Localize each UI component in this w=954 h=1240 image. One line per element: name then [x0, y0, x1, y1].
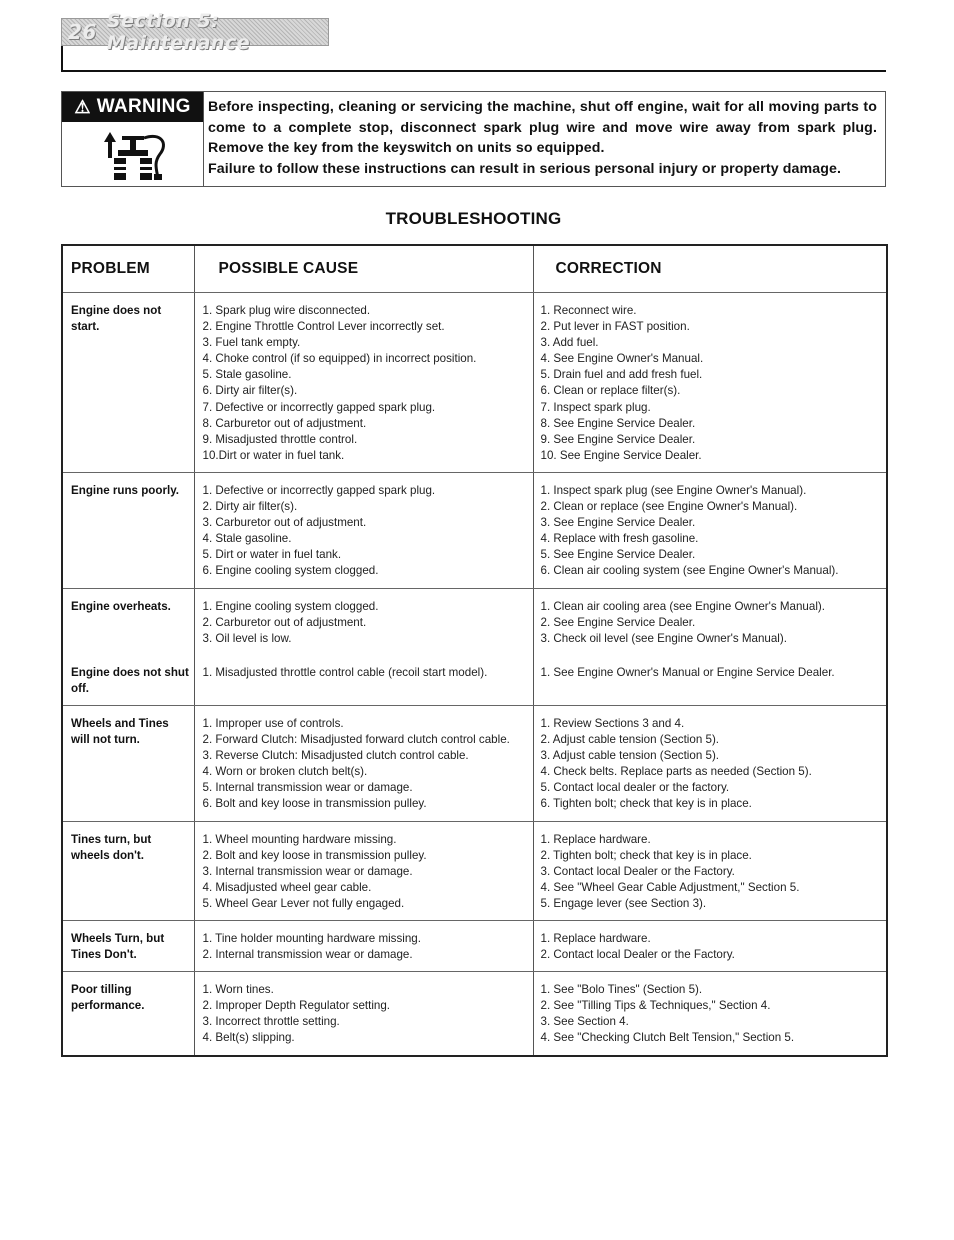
problem-cell: Engine does not start. [62, 293, 194, 473]
correction-item: 8. See Engine Service Dealer. [540, 416, 696, 430]
warning-box [61, 91, 886, 187]
correction-item: 1. Review Sections 3 and 4. [540, 716, 685, 730]
cause-item: 3. Reverse Clutch: Misadjusted clutch control cable. [202, 749, 469, 763]
correction-cell [533, 821, 887, 920]
correction-cell [533, 588, 887, 647]
page-title: TROUBLESHOOTING [385, 209, 562, 228]
cause-item: 5. Stale gasoline. [202, 368, 292, 382]
correction-item: 4. Check belts. Replace parts as needed (Section 5). [540, 765, 812, 779]
header-possible-cause: POSSIBLE CAUSE [194, 245, 533, 293]
correction-item: 5. Drain fuel and add fresh fuel. [540, 368, 703, 382]
header-rule [61, 46, 886, 72]
correction-item: 2. Clean or replace (see Engine Owner's Manual). [540, 500, 798, 514]
cause-item: 1. Defective or incorrectly gapped spark plug. [202, 483, 436, 497]
cause-item: 3. Fuel tank empty. [202, 336, 301, 350]
correction-item: 1. Replace hardware. [540, 832, 651, 846]
table-row [62, 588, 887, 647]
correction-item: 2. Contact local Dealer or the Factory. [540, 948, 735, 962]
cause-cell [194, 647, 533, 706]
problem-cell: Engine does not shut off. [62, 647, 194, 706]
cause-item: 3. Incorrect throttle setting. [202, 1015, 340, 1029]
correction-item: 1. Reconnect wire. [540, 304, 637, 317]
header-correction: CORRECTION [533, 245, 887, 293]
correction-item: 3. Adjust cable tension (Section 5). [540, 749, 720, 763]
correction-list [541, 483, 887, 580]
cause-list [203, 599, 533, 647]
disconnect-spark-plug-pictogram-icon [88, 128, 178, 182]
correction-item: 3. See Section 4. [540, 1015, 629, 1029]
warning-paragraph-1: Before inspecting, cleaning or servicing the machine, shut off engine, wait for all moving parts to come to a complete stop, disconnect spark plug wire and move wire away from spark plug. Remove the key from the keyswitch on units so equipped. [208, 99, 877, 156]
table-body [62, 293, 887, 1056]
correction-item: 3. See Engine Service Dealer. [540, 516, 696, 530]
warning-paragraph-2: Failure to follow these instructions can result in serious personal injury or property damage. [208, 160, 841, 177]
warning-label-text: WARNING [96, 96, 191, 117]
cause-list [203, 716, 533, 813]
correction-item: 3. Add fuel. [540, 336, 599, 350]
cause-item: 3. Oil level is low. [202, 631, 292, 645]
cause-cell [194, 472, 533, 588]
warning-text [204, 92, 885, 186]
problem-cell: Engine overheats. [71, 599, 171, 613]
section-title-banner: Section 5: Maintenance [106, 10, 251, 54]
cause-cell [194, 293, 533, 473]
correction-list [541, 303, 887, 464]
table-row [62, 293, 887, 473]
correction-item: 6. Clean or replace filter(s). [540, 384, 681, 398]
correction-item: 4. Replace with fresh gasoline. [540, 532, 699, 546]
correction-cell [533, 472, 887, 588]
cause-cell [194, 972, 533, 1056]
correction-item: 4. See Engine Owner's Manual. [540, 352, 704, 366]
cause-item: 6. Bolt and key loose in transmission pulley. [202, 797, 427, 811]
correction-cell [533, 647, 887, 706]
correction-item: 5. Contact local dealer or the factory. [540, 781, 730, 795]
correction-item: 3. Check oil level (see Engine Owner's Manual). [540, 631, 787, 645]
cause-item: 2. Forward Clutch: Misadjusted forward clutch control cable. [202, 733, 510, 747]
correction-list [541, 832, 887, 912]
cause-cell [194, 821, 533, 920]
cause-item: 3. Internal transmission wear or damage. [202, 864, 413, 878]
correction-item: 2. Put lever in FAST position. [540, 320, 690, 334]
correction-item: 2. See Engine Service Dealer. [540, 615, 696, 629]
section-header-banner [61, 10, 329, 54]
cause-cell [194, 705, 533, 821]
correction-cell [533, 972, 887, 1056]
correction-list [541, 931, 887, 963]
cause-item: 9. Misadjusted throttle control. [202, 432, 358, 446]
cause-item: 1. Engine cooling system clogged. [202, 599, 379, 613]
cause-item: 2. Dirty air filter(s). [202, 500, 298, 514]
correction-item: 1. See "Bolo Tines" (Section 5). [540, 983, 703, 997]
correction-item: 1. Inspect spark plug (see Engine Owner's Manual). [540, 483, 807, 497]
correction-cell [533, 293, 887, 473]
cause-item: 1. Misadjusted throttle control cable (recoil start model). [202, 665, 488, 679]
cause-item: 5. Internal transmission wear or damage. [202, 781, 413, 795]
cause-item: 1. Spark plug wire disconnected. [202, 304, 371, 317]
cause-item: 4. Belt(s) slipping. [202, 1031, 295, 1045]
cause-list [203, 303, 533, 464]
correction-item: 4. See "Wheel Gear Cable Adjustment," Section 5. [540, 880, 800, 894]
cause-item: 1. Tine holder mounting hardware missing. [202, 932, 421, 945]
correction-list [541, 982, 887, 1046]
troubleshooting-table [61, 244, 888, 1057]
cause-item: 2. Improper Depth Regulator setting. [202, 999, 391, 1013]
table-row [62, 972, 887, 1056]
cause-item: 10.Dirt or water in fuel tank. [202, 448, 345, 462]
cause-item: 7. Defective or incorrectly gapped spark plug. [202, 400, 436, 414]
correction-list [541, 665, 887, 681]
correction-item: 9. See Engine Service Dealer. [540, 432, 696, 446]
cause-item: 6. Dirty air filter(s). [202, 384, 298, 398]
problem-cell: Tines turn, but wheels don't. [62, 821, 194, 920]
cause-item: 4. Worn or broken clutch belt(s). [202, 765, 368, 779]
cause-list [203, 982, 533, 1046]
cause-item: 1. Worn tines. [202, 983, 274, 997]
table-row [62, 821, 887, 920]
table-row [62, 472, 887, 588]
warning-triangle-icon: ⚠ [74, 96, 91, 117]
correction-item: 2. Adjust cable tension (Section 5). [540, 733, 720, 747]
problem-cell: Engine runs poorly. [62, 472, 194, 588]
problem-cell: Wheels Turn, but Tines Don't. [62, 921, 194, 972]
correction-item: 1. See Engine Owner's Manual or Engine Service Dealer. [540, 665, 835, 679]
cause-item: 5. Dirt or water in fuel tank. [202, 548, 342, 562]
correction-item: 10. See Engine Service Dealer. [540, 448, 702, 462]
correction-list [541, 599, 887, 647]
correction-item: 3. Contact local Dealer or the Factory. [540, 864, 735, 878]
cause-item: 4. Stale gasoline. [202, 532, 292, 546]
cause-item: 1. Improper use of controls. [202, 716, 344, 730]
correction-item: 6. Clean air cooling system (see Engine Owner's Manual). [540, 564, 839, 578]
cause-item: 2. Engine Throttle Control Lever incorrectly set. [202, 320, 445, 334]
table-row [62, 921, 887, 972]
cause-cell [194, 921, 533, 972]
correction-item: 6. Tighten bolt; check that key is in place. [540, 797, 752, 811]
page-number: 26 [68, 20, 97, 44]
cause-item: 2. Bolt and key loose in transmission pulley. [202, 848, 427, 862]
correction-item: 5. Engage lever (see Section 3). [540, 896, 707, 910]
warning-left-panel [62, 92, 204, 186]
cause-item: 4. Choke control (if so equipped) in incorrect position. [202, 352, 477, 366]
cause-item: 2. Carburetor out of adjustment. [202, 615, 367, 629]
problem-cell: Poor tilling performance. [62, 972, 194, 1056]
warning-label [62, 92, 203, 122]
correction-item: 5. See Engine Service Dealer. [540, 548, 696, 562]
correction-item: 1. Clean air cooling area (see Engine Owner's Manual). [540, 599, 825, 613]
correction-item: 2. See "Tilling Tips & Techniques," Section 4. [540, 999, 771, 1013]
cause-item: 2. Internal transmission wear or damage. [202, 948, 413, 962]
cause-list [203, 483, 533, 580]
cause-item: 3. Carburetor out of adjustment. [202, 516, 367, 530]
cause-item: 1. Wheel mounting hardware missing. [202, 832, 397, 846]
table-header-row [62, 245, 887, 293]
cause-item: 6. Engine cooling system clogged. [202, 564, 379, 578]
cause-list [203, 665, 533, 681]
correction-item: 4. See "Checking Clutch Belt Tension," Section 5. [540, 1031, 795, 1045]
correction-item: 2. Tighten bolt; check that key is in place. [540, 848, 752, 862]
correction-item: 7. Inspect spark plug. [540, 400, 651, 414]
correction-item: 1. Replace hardware. [540, 932, 651, 945]
table-row [62, 705, 887, 821]
header-problem: PROBLEM [62, 245, 194, 293]
problem-cell: Wheels and Tines will not turn. [62, 705, 194, 821]
cause-item: 5. Wheel Gear Lever not fully engaged. [202, 896, 405, 910]
cause-item: 8. Carburetor out of adjustment. [202, 416, 367, 430]
correction-list [541, 716, 887, 813]
table-row [62, 647, 887, 706]
cause-item: 4. Misadjusted wheel gear cable. [202, 880, 372, 894]
cause-list [203, 931, 533, 963]
correction-cell [533, 705, 887, 821]
correction-cell [533, 921, 887, 972]
cause-cell [194, 588, 533, 647]
cause-list [203, 832, 533, 912]
